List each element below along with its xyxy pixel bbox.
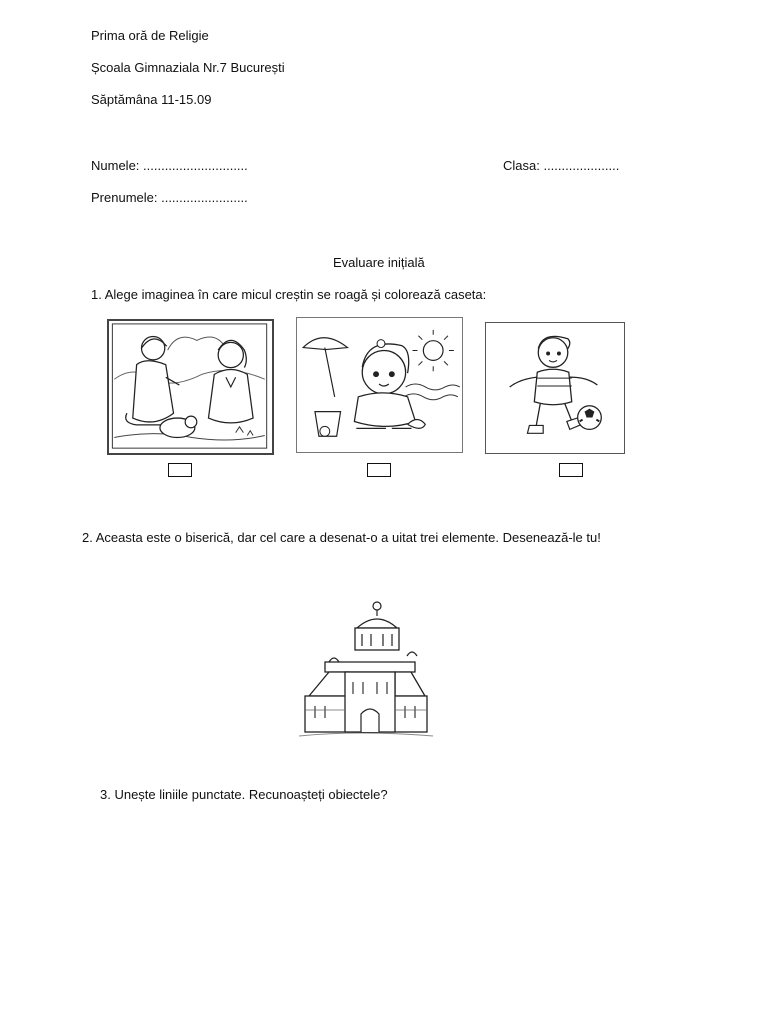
image-3-checkbox[interactable] (559, 463, 583, 477)
girl-at-beach-icon[interactable] (296, 317, 463, 453)
school-name: Școala Gimnaziala Nr.7 București (91, 60, 285, 75)
week-range: Săptămâna 11-15.09 (91, 92, 212, 107)
image-2-checkbox[interactable] (367, 463, 391, 477)
class-field-label[interactable]: Clasa: ..................... (503, 158, 620, 173)
question-2-text: 2. Aceasta este o biserică, dar cel care a desenat-o a uitat trei elemente. Desenează-le tu! (82, 530, 601, 545)
church-drawing-icon[interactable] (295, 596, 437, 744)
surname-field-label[interactable]: Prenumele: ........................ (91, 190, 248, 205)
worksheet-title: Prima oră de Religie (91, 28, 209, 43)
boy-playing-football-icon[interactable] (485, 322, 625, 454)
image-1-checkbox[interactable] (168, 463, 192, 477)
question-3-text: 3. Unește liniile punctate. Recunoașteți obiectele? (100, 787, 388, 802)
name-field-label[interactable]: Numele: ............................. (91, 158, 248, 173)
evaluation-title: Evaluare inițială (333, 255, 425, 270)
praying-children-icon[interactable] (107, 319, 274, 455)
question-1-text: 1. Alege imaginea în care micul creștin se roagă și colorează caseta: (91, 287, 487, 302)
